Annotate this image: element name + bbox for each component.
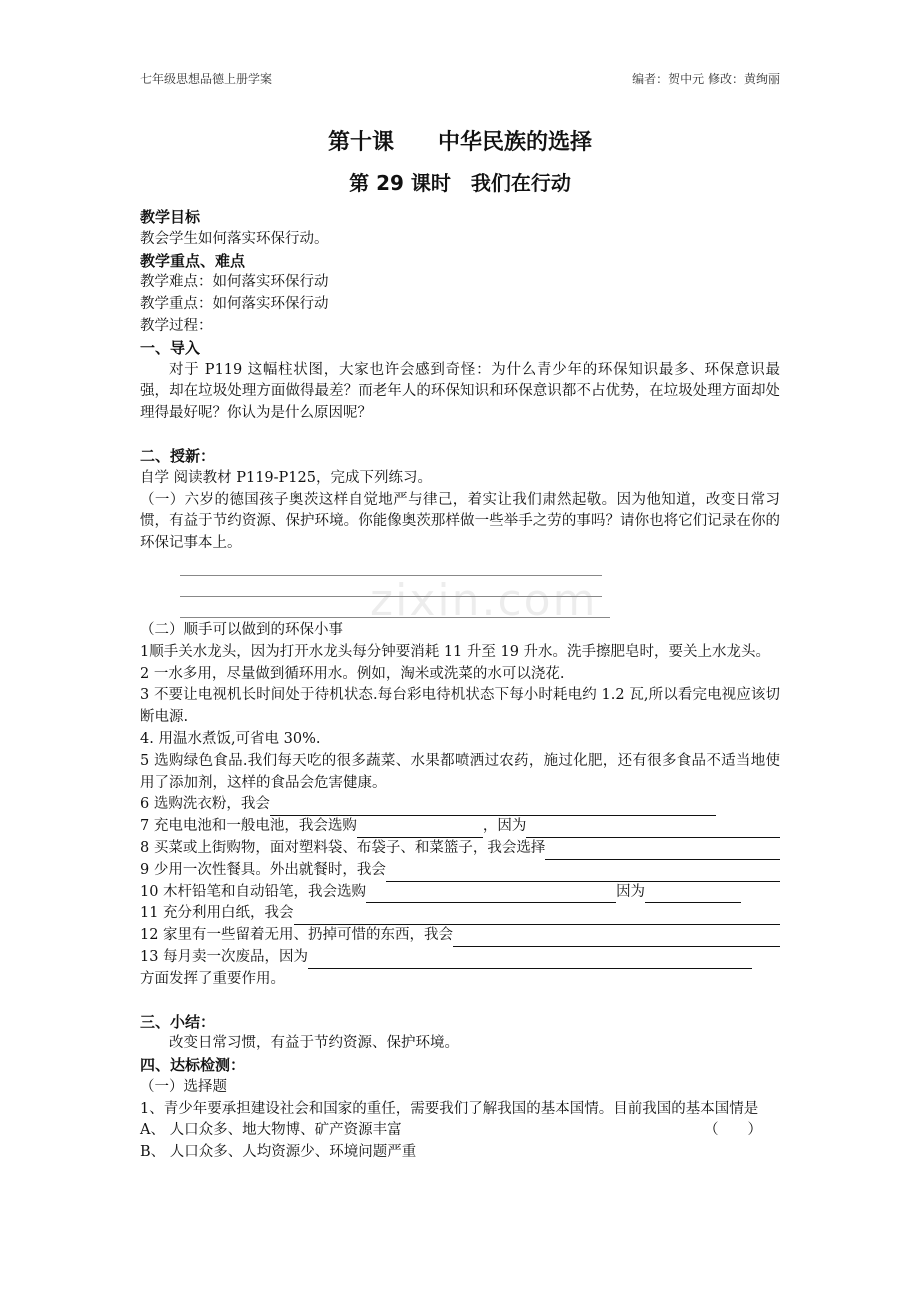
section1-text: 对于 P119 这幅柱状图，大家也许会感到奇怪：为什么青少年的环保知识最多、环保意识最强，却在垃圾处理方面做得最差？而老年人的环保知识和环保意识都不占优势，在垃圾处理方面却处理得最好呢？你认为是什么原因呢？: [140, 361, 780, 422]
spacer: [140, 425, 780, 446]
item-9: [140, 860, 780, 882]
question-1-text: 1、青少年要承担建设社会和国家的重任，需要我们了解我国的基本国情。目前我国的基本国情是: [140, 1100, 759, 1117]
part1-text: （一）六岁的德国孩子奥茨这样自觉地严与律己，着实让我们肃然起敬。因为他知道，改变日常习惯，有益于节约资源、保护环境。你能像奥茨那样做一些举手之劳的事吗？请你也将它们记录在你的环保记事本上。: [140, 491, 780, 552]
section3-text: 改变日常习惯，有益于节约资源、保护环境。: [169, 1035, 459, 1052]
option-b[interactable]: B、 人口众多、人均资源少、环境问题严重: [140, 1144, 417, 1161]
item-10-because: 因为: [616, 883, 646, 900]
selfstudy-text: 自学 阅读教材 P119-P125，完成下列练习。: [140, 469, 432, 486]
item-9-label: 9 少用一次性餐具。外出就餐时，我会: [140, 861, 386, 878]
item-7-because: ，因为: [482, 818, 527, 835]
section4-heading: 四、达标检测：: [140, 1056, 246, 1075]
writing-line[interactable]: [180, 576, 602, 597]
goal-heading: 教学目标: [140, 208, 201, 226]
fill-blank[interactable]: [357, 820, 483, 838]
writing-line[interactable]: [180, 555, 602, 576]
difficulty-text: 教学难点：如何落实环保行动: [140, 274, 329, 291]
fill-blank[interactable]: [294, 907, 780, 925]
fill-blank[interactable]: [526, 820, 780, 838]
fill-blank[interactable]: [645, 885, 741, 903]
section3-heading: 三、小结：: [140, 1012, 216, 1031]
focus-text: 教学重点：如何落实环保行动: [140, 296, 329, 313]
fill-blank[interactable]: [545, 842, 780, 860]
item-12-label: 12 家里有一些留着无用、扔掉可惜的东西，我会: [140, 927, 454, 944]
item-1: 1顺手关水龙头，因为打开水龙头每分钟要消耗 11 升至 19 升水。洗手擦肥皂时，要关上水龙头。: [140, 643, 771, 660]
item-13-label: 13 每月卖一次废品，因为: [140, 948, 309, 965]
watermark: zixin.com: [370, 575, 598, 626]
item-7: [140, 816, 780, 838]
item-6-label: 6 选购洗衣粉，我会: [140, 796, 270, 813]
item-8-label: 8 买菜或上街购物，面对塑料袋、布袋子、和菜篮子，我会选择: [140, 839, 546, 856]
goal-text: 教会学生如何落实环保行动。: [140, 230, 329, 247]
fill-blank[interactable]: [366, 885, 616, 903]
part2-heading: （二）顺手可以做到的环保小事: [140, 621, 343, 638]
spacer: [140, 991, 780, 1012]
answer-paren[interactable]: （ ）: [704, 1122, 762, 1139]
option-a[interactable]: A、 人口众多、地大物博、矿产资源丰富: [140, 1122, 402, 1139]
header-course-name: 七年级思想品德上册学案: [140, 72, 273, 86]
item-11: [140, 903, 780, 925]
fill-blank[interactable]: [308, 951, 752, 969]
item-11-label: 11 充分利用白纸，我会: [140, 905, 294, 922]
section1-heading: 一、导入: [140, 338, 201, 357]
header-editors: 编者：贺中元 修改：黄绚丽: [632, 72, 780, 86]
fill-blank[interactable]: [453, 929, 780, 947]
lesson-title: 第十课 中华民族的选择: [327, 130, 592, 155]
item-10: [140, 882, 780, 904]
item-4: 4. 用温水煮饭,可省电 30%.: [140, 730, 321, 747]
item-7-label: 7 充电电池和一般电池，我会选购: [140, 818, 357, 835]
item-13: [140, 947, 780, 969]
item-10-label: 10 木杆铅笔和自动铅笔，我会选购: [140, 883, 367, 900]
lesson-subtitle: 第 29 课时 我们在行动: [349, 171, 571, 195]
item-6: [140, 794, 780, 816]
document-body: [140, 207, 780, 1164]
item-5: 5 选购绿色食品.我们每天吃的很多蔬菜、水果都喷洒过农药，施过化肥，还有很多食品不适当地使用了添加剂，这样的食品会危害健康。: [140, 752, 780, 791]
writing-line[interactable]: [180, 597, 610, 618]
item-2: 2 一水多用，尽量做到循环用水。例如，淘米或洗菜的水可以浇花.: [140, 665, 565, 682]
process-label: 教学过程：: [140, 317, 213, 334]
fill-blank[interactable]: [270, 798, 716, 816]
fill-blank[interactable]: [386, 864, 780, 882]
section2-heading: 二、授新：: [140, 446, 216, 465]
item-13-tail: 方面发挥了重要作用。: [140, 970, 285, 987]
keypoints-heading: 教学重点、难点: [140, 251, 246, 270]
item-8: [140, 838, 780, 860]
item-12: [140, 925, 780, 947]
choice-subheading: （一）选择题: [140, 1078, 227, 1095]
item-3: 3 不要让电视机长时间处于待机状态.每台彩电待机状态下每小时耗电约 1.2 瓦,所以看完电视应该切断电源.: [140, 687, 780, 726]
